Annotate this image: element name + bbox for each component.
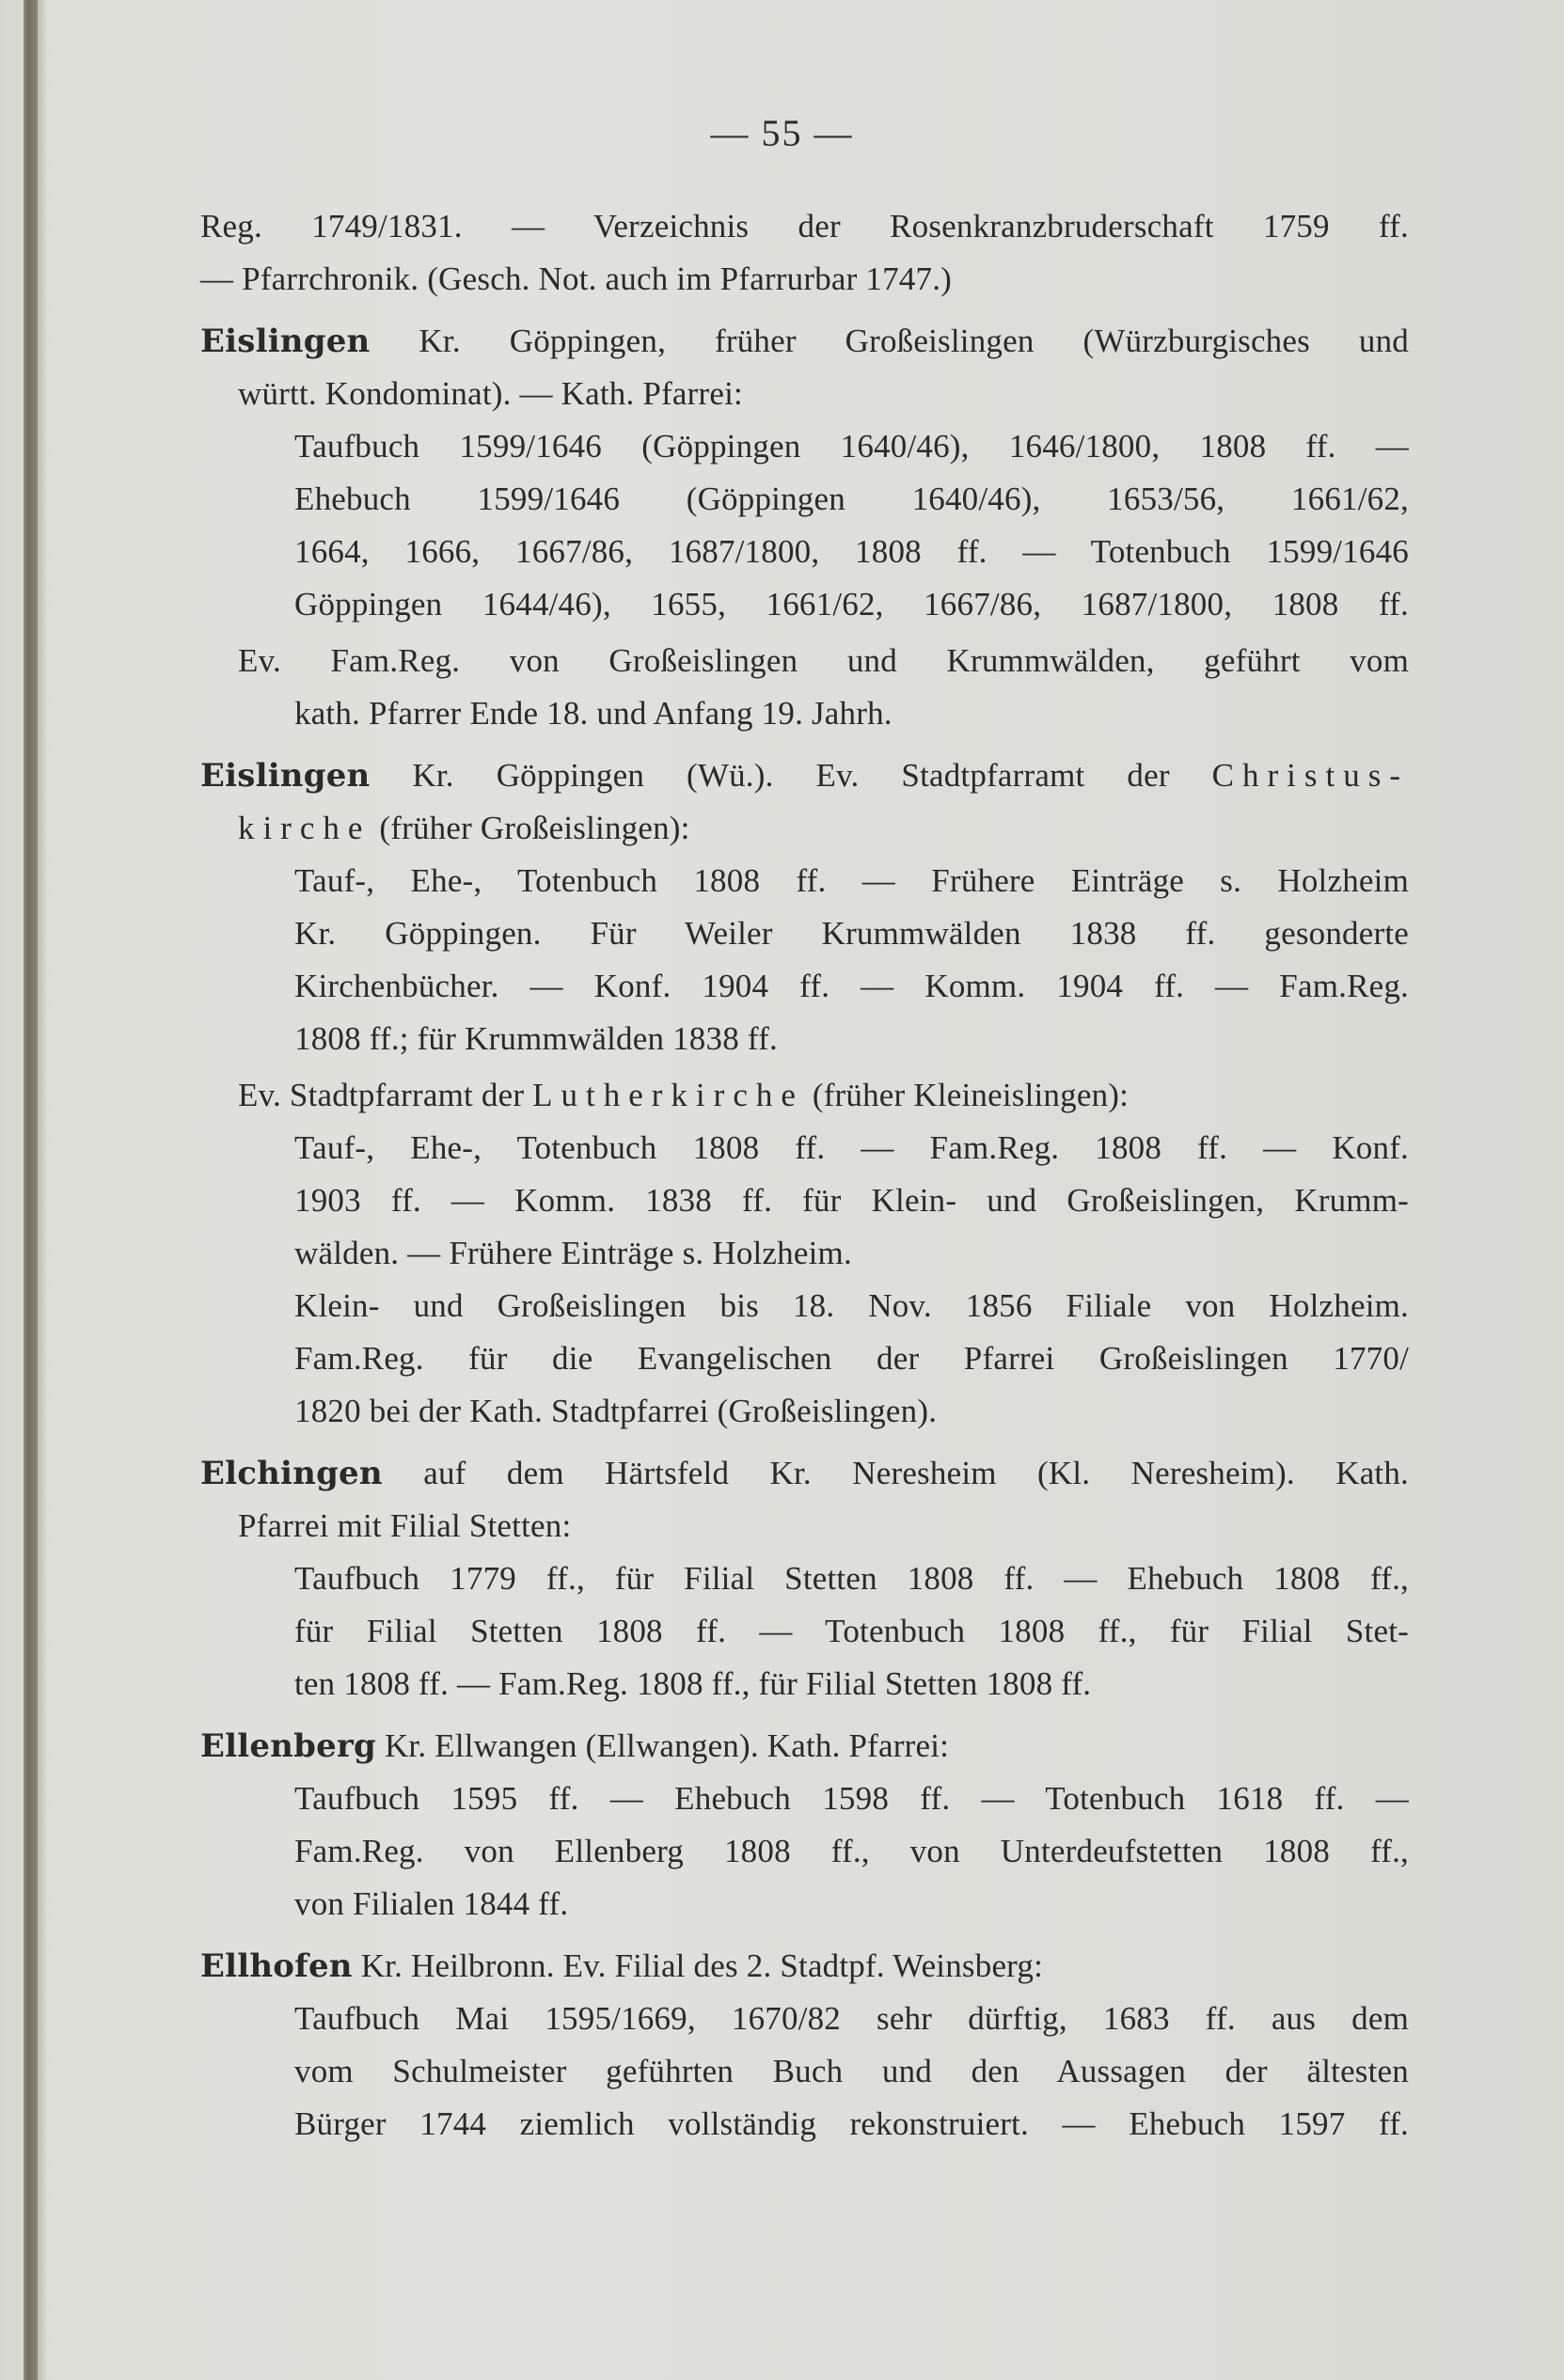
text-line: 1903 ff. — Komm. 1838 ff. für Klein- und Großeislingen, Krumm-: [294, 1182, 1409, 1219]
text-line: Bürger 1744 ziemlich vollständig rekonstruiert. — Ehebuch 1597 ff.: [294, 2105, 1409, 2142]
entry-headword: Elchingen: [200, 1455, 383, 1492]
book-binding-edge: [24, 0, 38, 2380]
spaced-text: kirche: [238, 810, 371, 846]
entry-ellenberg: [200, 1720, 1409, 1931]
text-line: Reg. 1749/1831. — Verzeichnis der Rosenkranzbruderschaft 1759 ff.: [200, 208, 1409, 244]
entry-headword: Ellhofen: [200, 1947, 353, 1985]
line-text: Kr. Göppingen, früher Großeislingen (Würzburgisches und: [419, 323, 1409, 359]
entry-headword: Eislingen: [200, 323, 371, 360]
text-line: Ehebuch 1599/1646 (Göppingen 1640/46), 1653/56, 1661/62,: [294, 481, 1409, 517]
entry-headword: Eislingen: [200, 757, 371, 795]
text-line: vom Schulmeister geführten Buch und den Aussagen der ältesten: [294, 2053, 1409, 2089]
text-line: [200, 802, 1409, 855]
line-text: Kr. Heilbronn. Ev. Filial des 2. Stadtpf. Weinsberg:: [360, 1947, 1044, 1984]
text-line: kath. Pfarrer Ende 18. und Anfang 19. Jahrh.: [294, 695, 893, 732]
entry-gap: [200, 1931, 1409, 1940]
text-line: Taufbuch 1595 ff. — Ehebuch 1598 ff. — Totenbuch 1618 ff. —: [294, 1780, 1409, 1817]
text-line: Taufbuch 1599/1646 (Göppingen 1640/46), 1646/1800, 1808 ff. —: [294, 428, 1409, 465]
text-line: württ. Kondominat). — Kath. Pfarrei:: [238, 375, 743, 412]
line-text: Kr. Göppingen (Wü.). Ev. Stadtpfarramt der: [412, 757, 1212, 794]
line-text: auf dem Härtsfeld Kr. Neresheim (Kl. Neresheim). Kath.: [423, 1455, 1410, 1491]
line-text: (früher Großeislingen):: [371, 810, 690, 846]
entry-elchingen: [200, 1447, 1409, 1710]
spaced-text: Christus-: [1211, 757, 1409, 794]
text-line: Fam.Reg. von Ellenberg 1808 ff., von Unterdeufstetten 1808 ff.,: [294, 1833, 1409, 1869]
text-line: Tauf-, Ehe-, Totenbuch 1808 ff. — Fam.Reg. 1808 ff. — Konf.: [294, 1129, 1409, 1166]
text-line: — Pfarrchronik. (Gesch. Not. auch im Pfarrurbar 1747.): [200, 260, 953, 297]
text-line: Fam.Reg. für die Evangelischen der Pfarrei Großeislingen 1770/: [294, 1340, 1409, 1377]
text-line: Taufbuch Mai 1595/1669, 1670/82 sehr dürftig, 1683 ff. aus dem: [294, 2000, 1409, 2037]
text-line: 1664, 1666, 1667/86, 1687/1800, 1808 ff. — Totenbuch 1599/1646: [294, 533, 1409, 570]
text-line: 1820 bei der Kath. Stadtpfarrei (Großeislingen).: [294, 1393, 938, 1429]
line-text: Ev. Stadtpfarramt der: [238, 1077, 533, 1113]
entry-gap: [200, 306, 1409, 315]
text-line: [200, 1940, 1409, 1993]
text-line: Göppingen 1644/46), 1655, 1661/62, 1667/86, 1687/1800, 1808 ff.: [294, 586, 1409, 623]
text-line: Klein- und Großeislingen bis 18. Nov. 1856 Filiale von Holzheim.: [294, 1287, 1409, 1324]
text-line: von Filialen 1844 ff.: [294, 1885, 569, 1922]
page-number: — 55 —: [710, 112, 854, 154]
entry-ellhofen: [200, 1940, 1409, 2151]
text-line: [200, 749, 1409, 802]
entry-headword: Ellenberg: [200, 1727, 376, 1765]
entry-gap: [200, 740, 1409, 749]
text-line: Tauf-, Ehe-, Totenbuch 1808 ff. — Frühere Einträge s. Holzheim: [294, 862, 1409, 899]
text-line: 1808 ff.; für Krummwälden 1838 ff.: [294, 1020, 778, 1057]
text-line: Kirchenbücher. — Konf. 1904 ff. — Komm. 1904 ff. — Fam.Reg.: [294, 968, 1409, 1004]
text-line: Kr. Göppingen. Für Weiler Krummwälden 1838 ff. gesonderte: [294, 915, 1409, 952]
text-line: Ev. Fam.Reg. von Großeislingen und Krummwälden, geführt vom: [238, 642, 1409, 679]
text-line: Taufbuch 1779 ff., für Filial Stetten 1808 ff. — Ehebuch 1808 ff.,: [294, 1560, 1409, 1597]
text-line: wälden. — Frühere Einträge s. Holzheim.: [294, 1235, 852, 1271]
text-line: ten 1808 ff. — Fam.Reg. 1808 ff., für Filial Stetten 1808 ff.: [294, 1665, 1092, 1702]
entry-eislingen-kath: [200, 315, 1409, 740]
text-line: [200, 1447, 1409, 1500]
line-text: (früher Kleineislingen):: [803, 1077, 1130, 1113]
text-line: [200, 315, 1409, 368]
text-line: [200, 1720, 1409, 1773]
entry-eislingen-ev: [200, 749, 1409, 1438]
binding-shadow: [38, 0, 47, 2380]
spaced-text: Lutherkirche: [532, 1077, 804, 1113]
text-line: [200, 1069, 1409, 1122]
entry-gap: [200, 1710, 1409, 1720]
entry-gap: [200, 1438, 1409, 1447]
entry-continuation: [200, 200, 1409, 306]
text-line: Pfarrei mit Filial Stetten:: [238, 1507, 572, 1544]
register-text: [200, 200, 1409, 2151]
line-text: Kr. Ellwangen (Ellwangen). Kath. Pfarrei:: [384, 1727, 950, 1764]
text-line: für Filial Stetten 1808 ff. — Totenbuch 1808 ff., für Filial Stet-: [294, 1613, 1409, 1649]
